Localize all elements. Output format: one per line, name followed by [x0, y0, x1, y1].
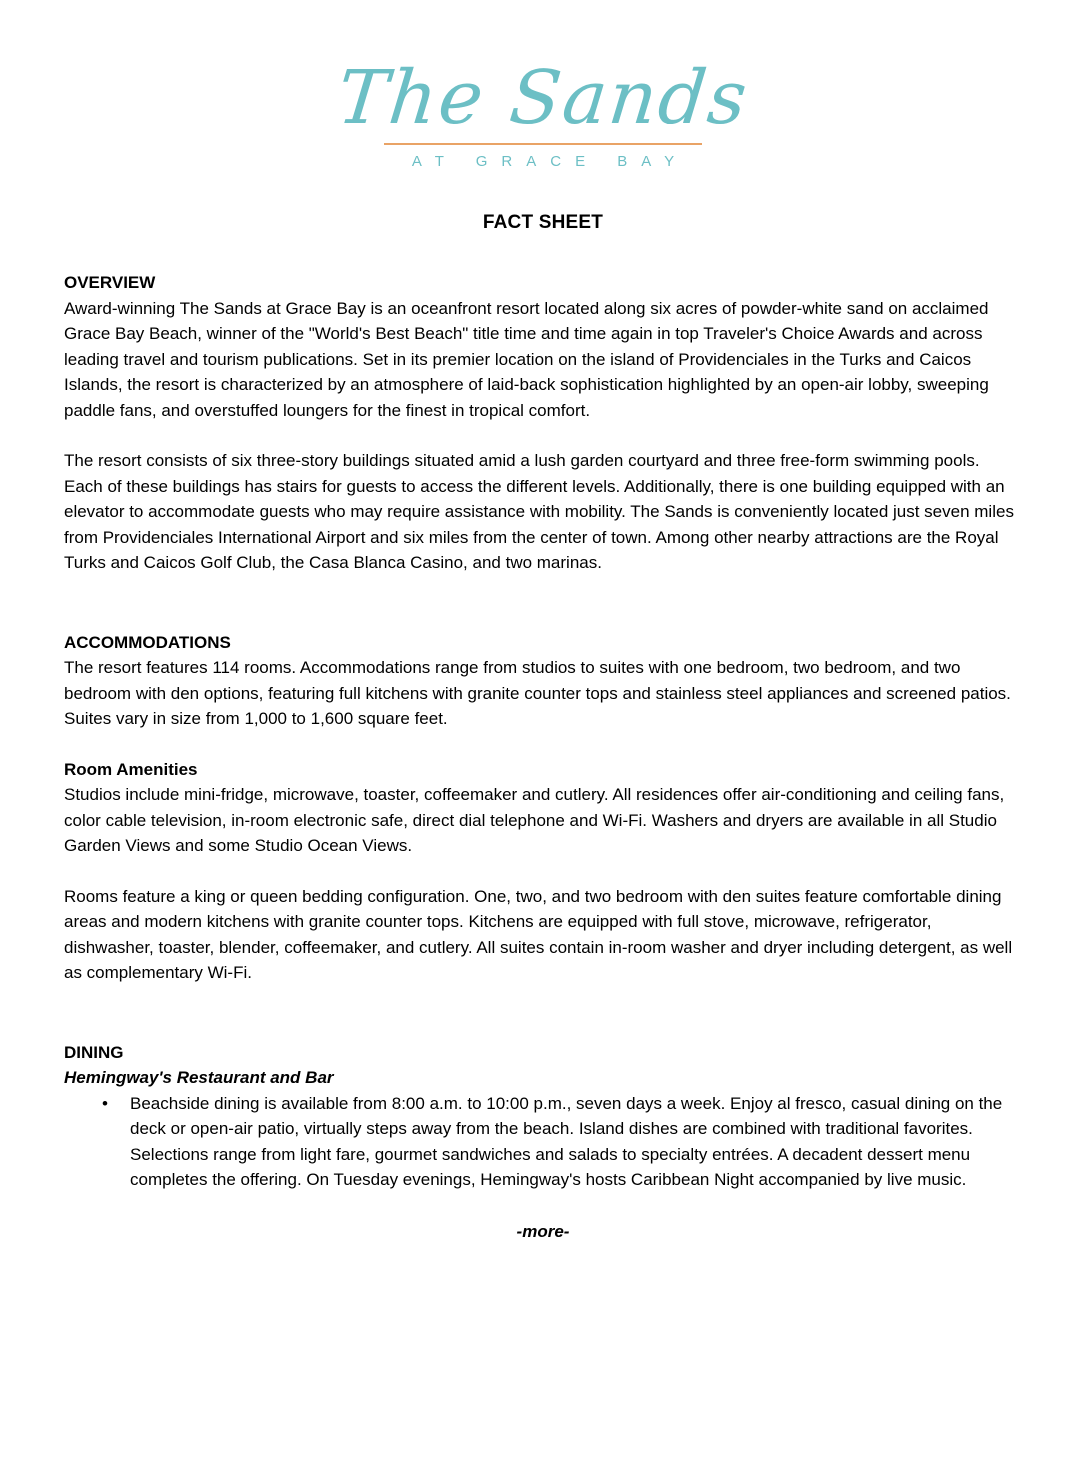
overview-paragraph-2: The resort consists of six three-story buildings situated amid a lush garden courtyard and three free-form swimming pools. Each of these buildings has stairs for guests to access the different levels. Additionally, there is one building equipped with an elevator to accommodate guests who may require assistance with mobility. The Sands is conveniently located just seven miles from Providenciales International Airport and six miles from the center of town. Among other nearby attractions are the Royal Turks and Caicos Golf Club, the Casa Blanca Casino, and two marinas.: [64, 451, 1014, 573]
logo-divider-line: [384, 143, 702, 145]
section-dining: [64, 1040, 1022, 1193]
dining-heading: DINING: [64, 1042, 124, 1062]
section-accommodations: [64, 630, 1022, 732]
fact-sheet-page: [0, 56, 1088, 1464]
page-continuation-marker: -more-: [516, 1221, 570, 1241]
room-amenities-paragraph-2: Rooms feature a king or queen bedding configuration. One, two, and two bedroom with den suites feature comfortable dining areas and modern kitchens with granite counter tops. Kitchens are equipped with full stove, microwave, refrigerator, dishwasher, toaster, blender, coffeemaker, and cutlery. All suites contain in-room washer and dryer including detergent, as well as complementary Wi-Fi.: [64, 886, 1013, 983]
overview-paragraph-1: Award-winning The Sands at Grace Bay is an oceanfront resort located along six acres of powder-white sand on acclaimed Grace Bay Beach, winner of the "World's Best Beach" title time and time again in top Traveler's Choice Awards and across leading travel and tourism publications. Set in its premier location on the island of Providenciales in the Turks and Caicos Islands, the resort is characterized by an atmosphere of laid-back sophistication highlighted by an open-air lobby, sweeping paddle fans, and overstuffed loungers for the finest in tropical comfort.: [64, 298, 989, 420]
room-amenities-heading: Room Amenities: [64, 759, 198, 779]
section-room-amenities: [64, 757, 1022, 986]
room-amenities-paragraph-1: Studios include mini-fridge, microwave, toaster, coffeemaker and cutlery. All residences offer air-conditioning and ceiling fans, color cable television, in-room electronic safe, direct dial telephone and Wi-Fi. Washers and dryers are available in all Studio Garden Views and some Studio Ocean Views.: [64, 785, 1005, 856]
bullet-icon: •: [102, 1093, 108, 1113]
accommodations-paragraph: The resort features 114 rooms. Accommodations range from studios to suites with one bedroom, two bedroom, and two bedroom with den options, featuring full kitchens with granite counter tops and stainless steel appliances and screened patios. Suites vary in size from 1,000 to 1,600 square feet.: [64, 658, 1011, 729]
dining-restaurant-subheading: Hemingway's Restaurant and Bar: [64, 1068, 334, 1088]
accommodations-heading: ACCOMMODATIONS: [64, 632, 231, 652]
dining-bullet-item: [64, 1091, 1022, 1193]
logo-script-text: The Sands: [333, 55, 753, 141]
logo-subtitle: AT GRACE BAY: [411, 153, 689, 171]
section-overview: [64, 270, 1022, 576]
overview-heading: OVERVIEW: [64, 273, 156, 293]
dining-bullet-text: Beachside dining is available from 8:00 a.m. to 10:00 p.m., seven days a week. Enjoy al fresco, casual dining on the deck or open-air patio, virtually steps away from the beach. Island dishes are combined with traditional favorites. Selections range from light fare, gourmet sandwiches and salads to specialty entrées. A decadent dessert menu completes the offering. On Tuesday evenings, Hemingway's hosts Caribbean Night accompanied by live music.: [130, 1093, 1003, 1190]
page-title: FACT SHEET: [482, 212, 604, 234]
resort-logo: [64, 56, 1022, 170]
